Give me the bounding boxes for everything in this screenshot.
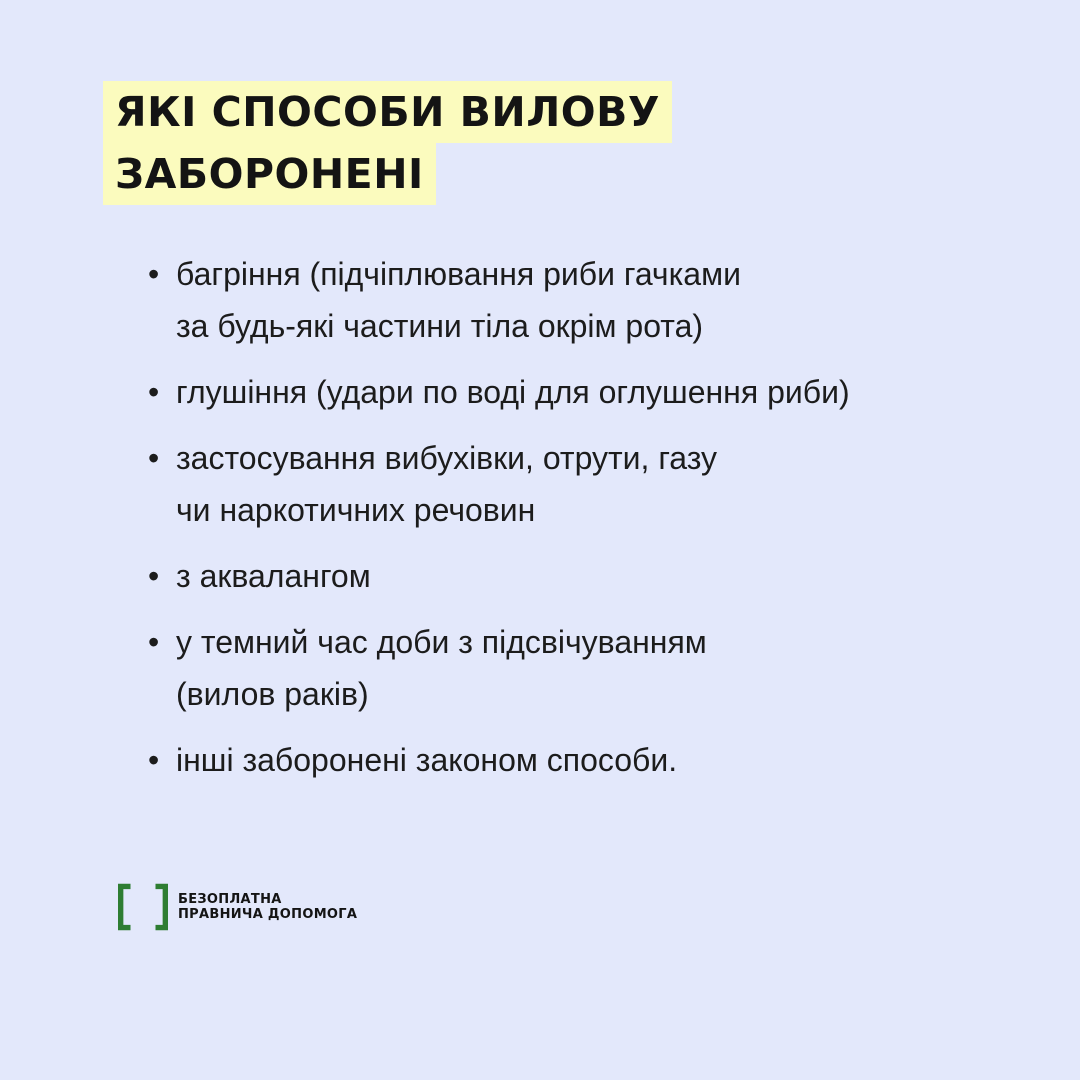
page-title: [103, 81, 672, 205]
list-item-line: з аквалангом: [176, 558, 371, 594]
bullet-icon: •: [148, 742, 160, 778]
list-item-text: [176, 550, 371, 602]
bullet-icon: •: [148, 558, 160, 594]
logo: [118, 882, 357, 932]
list-item-text: [176, 432, 717, 536]
list-item-text: [176, 734, 677, 786]
list-item: [148, 432, 1048, 536]
list-item-line: інші заборонені законом способи.: [176, 742, 678, 778]
bullet-icon: •: [148, 256, 160, 292]
list-item: [148, 366, 1048, 418]
bullet-icon: •: [148, 440, 160, 476]
list-item-line: застосування вибухівки, отрути, газу: [176, 440, 718, 476]
list-item: [148, 550, 1048, 602]
bracket-logo-icon: [118, 882, 168, 932]
list-item: [148, 616, 1048, 720]
list-item: [148, 734, 1048, 786]
list-item-line: чи наркотичних речовин: [176, 492, 536, 528]
list-item-text: [176, 616, 707, 720]
logo-text-line-2: ПРАВНИЧА ДОПОМОГА: [178, 907, 358, 922]
bullet-icon: •: [148, 374, 160, 410]
list-item-text: [176, 366, 850, 418]
list-item-line: багріння (підчіплювання риби гачками: [176, 256, 741, 292]
bullet-icon: •: [148, 624, 160, 660]
list-item: [148, 248, 1048, 352]
logo-text: [178, 892, 357, 922]
title-line-1: ЯКІ СПОСОБИ ВИЛОВУ: [103, 81, 672, 143]
list-item-line: за будь-які частини тіла окрім рота): [176, 308, 704, 344]
title-line-2: ЗАБОРОНЕНІ: [103, 143, 436, 205]
list-item-line: (вилов раків): [176, 676, 369, 712]
list-item-line: у темний час доби з підсвічуванням: [176, 624, 707, 660]
methods-list: [148, 248, 1048, 800]
logo-text-line-1: БЕЗОПЛАТНА: [178, 892, 282, 907]
list-item-line: глушіння (удари по воді для оглушення риби): [176, 374, 850, 410]
list-item-text: [176, 248, 741, 352]
